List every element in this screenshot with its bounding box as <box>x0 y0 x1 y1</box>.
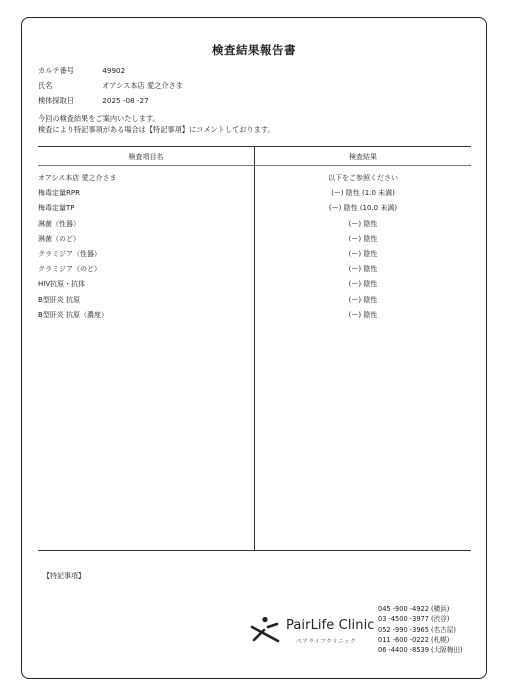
intro-line: 検査により特記事項がある場合は【特記事項】にコメントしております。 <box>38 124 275 134</box>
test-name: 梅毒定量RPR <box>38 189 80 198</box>
test-name: 淋菌（のど） <box>38 234 80 243</box>
header-underline <box>38 165 471 166</box>
clinic-logo <box>250 615 380 647</box>
test-result: (ー) 陰性 <box>348 265 378 274</box>
intro-text <box>38 114 275 135</box>
header-test-name: 検査項目名 <box>128 153 164 161</box>
table-row <box>38 264 471 279</box>
test-name: オアシス本店 愛之介さま <box>38 174 117 182</box>
contact-line: 011 -600 -0222 (札幌) <box>378 635 450 644</box>
test-name: 梅毒定量TP <box>38 204 75 213</box>
test-result: (ー) 陰性 <box>348 234 378 243</box>
test-name: HIV抗原・抗体 <box>38 280 86 289</box>
table-row <box>38 203 471 218</box>
table-row <box>38 234 471 249</box>
clinic-name-kana: ペアライフクリニック <box>296 639 357 645</box>
sample-date-value: 2025 -08 -27 <box>102 96 149 105</box>
contact-line: 045 -900 -4922 (横浜) <box>378 605 450 613</box>
chart-number-row <box>38 66 125 76</box>
clinic-contacts <box>378 604 463 655</box>
table-row <box>38 173 471 188</box>
chart-number-value: 49902 <box>102 66 126 75</box>
test-result: 以下をご参照ください <box>328 174 398 182</box>
report-title: 検査結果報告書 <box>212 43 296 57</box>
special-notes-label: 【特記事項】 <box>43 572 85 580</box>
test-name: クラミジア（性器） <box>38 249 101 258</box>
table-row <box>38 279 471 294</box>
table-row <box>38 310 471 325</box>
table-rows <box>38 173 471 325</box>
test-name: B型肝炎 抗原 <box>38 295 81 304</box>
test-result: (ー) 陰性 (10.0 未満) <box>328 204 398 213</box>
table-row <box>38 295 471 310</box>
test-result: (ー) 陰性 <box>348 219 378 228</box>
test-result: (ー) 陰性 <box>348 249 378 258</box>
patient-name-row <box>38 81 183 91</box>
sample-date-label: 検体採取日 <box>38 96 74 105</box>
contact-line: 052 -990 -3965 (名古屋) <box>378 625 456 634</box>
contact-line: 03 -4500 -3977 (渋谷) <box>378 615 450 624</box>
test-result: (ー) 陰性 <box>348 310 378 319</box>
patient-name-value: オアシス本店 愛之介さま <box>102 81 183 90</box>
test-result: (ー) 陰性 (1.0 未満) <box>331 189 395 198</box>
header-test-result: 検査結果 <box>349 153 377 161</box>
intro-line: 今回の検査結果をご案内いたします。 <box>38 114 160 123</box>
clinic-name: PairLife Clinic <box>286 618 375 633</box>
chart-number-label: カルテ番号 <box>38 66 74 75</box>
table-row <box>38 249 471 264</box>
sample-date-row <box>38 96 149 106</box>
table-row <box>38 188 471 203</box>
test-name: クラミジア（のど） <box>38 265 101 274</box>
person-mark-icon <box>250 615 284 643</box>
patient-name-label: 氏名 <box>38 81 53 90</box>
test-name: B型肝炎 抗原（濃度） <box>38 310 109 319</box>
table-row <box>38 219 471 234</box>
test-name: 淋菌（性器） <box>38 219 80 228</box>
results-table <box>38 146 471 551</box>
report-sheet <box>21 17 487 679</box>
test-result: (ー) 陰性 <box>348 280 378 289</box>
test-result: (ー) 陰性 <box>348 295 378 304</box>
contact-line: 06 -4400 -8539 (大阪梅田) <box>378 646 463 655</box>
